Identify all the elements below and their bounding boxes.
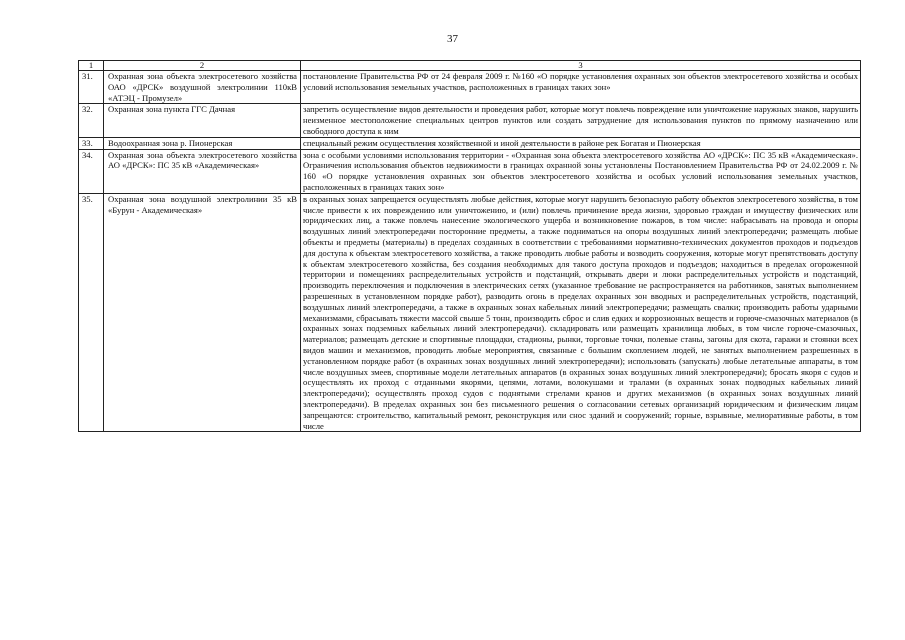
- column-header: 2: [104, 61, 301, 71]
- zone-name: Водоохранная зона р. Пионерская: [104, 137, 301, 149]
- table-row: [79, 193, 861, 432]
- row-number: 33.: [79, 137, 104, 149]
- table-row: [79, 137, 861, 149]
- zone-name: Охранная зона воздушной электролинии 35 кВ «Бурун - Академическая»: [104, 193, 301, 432]
- table-header-row: [79, 61, 861, 71]
- zone-name: Охранная зона пункта ГГС Дачная: [104, 104, 301, 137]
- column-header: 1: [79, 61, 104, 71]
- table-row: [79, 104, 861, 137]
- zone-restrictions: зона с особыми условиями использования территории - «Охранная зона объекта электросетевого хозяйства АО «ДРСК»: ПС 35 кВ «Академическая». Ограничения использования объектов недвижимости в границах охранной зоны установлены Постановлением Правительства РФ от 24.02.2009 г. № 160 «О порядке установления охранных зон объектов электросетевого хозяйства и особых условий использования земельных участков, расположенных в границах таких зон»: [301, 149, 861, 193]
- row-number: 34.: [79, 149, 104, 193]
- row-number: 31.: [79, 71, 104, 104]
- table-row: [79, 71, 861, 104]
- zone-name: Охранная зона объекта электросетевого хозяйства ОАО «ДРСК» воздушной электролинии 110кВ «АТЭЦ - Промузел»: [104, 71, 301, 104]
- row-number: 32.: [79, 104, 104, 137]
- page-number: 37: [447, 33, 458, 45]
- zone-name: Охранная зона объекта электросетевого хозяйства АО «ДРСК»: ПС 35 кВ «Академическая»: [104, 149, 301, 193]
- zone-restrictions: запретить осуществление видов деятельности и проведения работ, которые могут повлечь повреждение или уничтожение наружных знаков, нарушить неизменное местоположение специальных центров пунктов или создать затруднение для использования пунктов по прямому назначению или свободного доступа к ним: [301, 104, 861, 137]
- row-number: 35.: [79, 193, 104, 432]
- zone-restrictions: постановление Правительства РФ от 24 февраля 2009 г. №160 «О порядке установления охранных зон объектов электросетевого хозяйства и особых условий использования земельных участков, расположенных в границах таких зон»: [301, 71, 861, 104]
- column-header: 3: [301, 61, 861, 71]
- zone-restrictions: в охранных зонах запрещается осуществлять любые действия, которые могут нарушить безопасную работу объектов электросетевого хозяйства, в том числе привести к их повреждению или уничтожению, и (или) повлечь причинение вреда жизни, здоровью граждан и имуществу физических или юридических лиц, а также повлечь нанесение экологического ущерба и возникновение пожаров, в том числе: набрасывать на провода и опоры воздушных линий электропередачи посторонние предметы, а также подниматься на опоры воздушных линий электропередачи; размещать любые объекты и предметы (материалы) в пределах созданных в соответствии с требованиями нормативно-технических документов проходов и подъездов для доступа к объектам электросетевого хозяйства, а также проводить любые работы и возводить сооружения, которые могут препятствовать доступу к объектам электросетевого хозяйства, без создания необходимых для такого доступа проходов и подъездов; находиться в пределах огороженной территории и помещениях распределительных устройств и подстанций, открывать двери и люки распределительных устройств и подстанций, производить переключения и подключения в электрических сетях (указанное требование не распространяется на работников, занятых выполнением разрешенных в установленном порядке работ), разводить огонь в пределах охранных зон вводных и распределительных устройств, подстанций, воздушных линий электропередачи, а также в охранных зонах кабельных линий электропередачи; размещать свалки; производить работы ударными механизмами, сбрасывать тяжести массой свыше 5 тонн, производить сброс и слив едких и коррозионных веществ и горюче-смазочных материалов (в охранных зонах подземных кабельных линий электропередачи). складировать или размещать хранилища любых, в том числе горюче-смазочных, материалов; размещать детские и спортивные площадки, стадионы, рынки, торговые точки, полевые станы, загоны для скота, гаражи и стоянки всех видов машин и механизмов, проводить любые мероприятия, связанные с большим скоплением людей, не занятых выполнением разрешенных в установленном порядке работ (в охранных зонах воздушных линий электропередачи); использовать (запускать) любые летательные аппараты, в том числе воздушных змеев, спортивные модели летательных аппаратов (в охранных зонах воздушных линий электропередачи); бросать якоря с судов и осуществлять их проход с отданными якорями, цепями, лотами, волокушами и тралами (в охранных зонах подводных кабельных линий электропередачи); осуществлять проход судов с поднятыми стрелами кранов и других механизмов (в охранных зонах воздушных линий электропередачи). В пределах охранных зон без письменного решения о согласовании сетевых организаций юридическим и физическим лицам запрещаются: строительство, капитальный ремонт, реконструкция или снос зданий и сооружений; горные, взрывные, мелиоративные работы, в том числе: [301, 193, 861, 432]
- zone-restrictions: специальный режим осуществления хозяйственной и иной деятельности в районе рек Богатая и Пионерская: [301, 137, 861, 149]
- restrictions-table: [78, 60, 861, 432]
- table-row: [79, 149, 861, 193]
